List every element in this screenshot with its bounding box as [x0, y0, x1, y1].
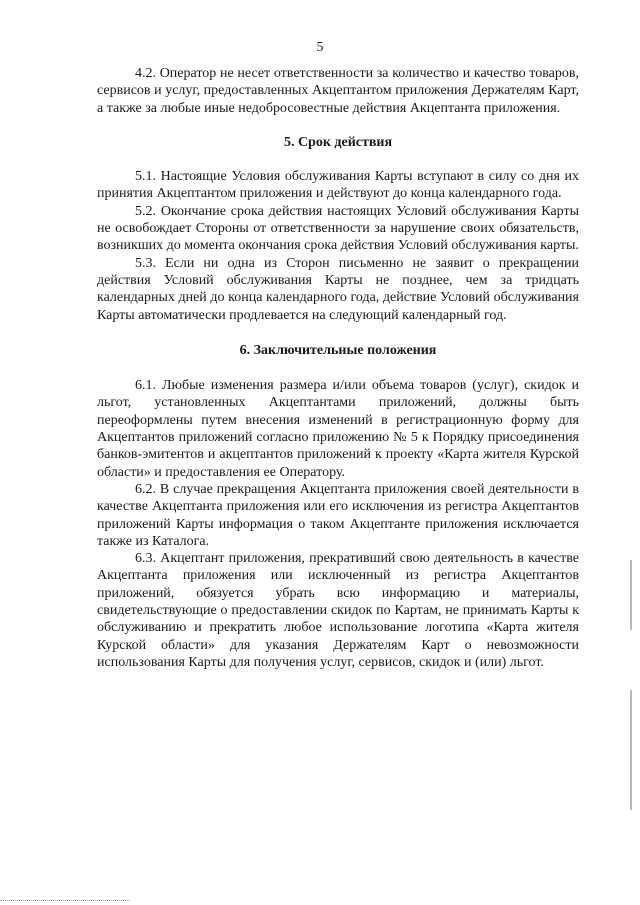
- scan-footer-mark: [0, 900, 130, 902]
- section-6-heading: 6. Заключительные положения: [239, 342, 437, 358]
- section-5-heading: 5. Срок действия: [283, 134, 393, 150]
- page-number: 5: [316, 40, 324, 55]
- scan-edge-mark: [630, 560, 632, 630]
- paragraph-5-3: 5.3. Если ни одна из Сторон письменно не заявит о прекращении действия Условий обслуживания Карты не позднее, чем за тридцать календарных дней до конца календарного года, действие Условий обслуживания Карты автоматически продлевается на следующий календарный год.: [97, 255, 579, 323]
- paragraph-6-1: 6.1. Любые изменения размера и/или объема товаров (услуг), скидок и льгот, установленных Акцептантами приложений, должны быть переоформлены путем внесения изменений в регистрационную форму для Акцептантов приложений согласно приложению № 5 к Порядку присоединения банков-эмитентов и акцептантов приложений к проекту «Карта жителя Курской области» и предоставления ее Оператору.: [97, 378, 579, 480]
- paragraph-5-1: 5.1. Настоящие Условия обслуживания Карты вступают в силу со дня их принятия Акцептантом приложения и действуют до конца календарного года.: [97, 169, 579, 202]
- document-body: [97, 65, 579, 671]
- paragraph-6-3: 6.3. Акцептант приложения, прекративший свою деятельность в качестве Акцептанта приложения или исключенный из регистра Акцептантов приложений, обязуется убрать всю информацию и материалы, свидетельствующие о предоставлении скидок по Картам, не принимать Карты к обслуживанию и прекратить любое использование логотипа «Карта жителя Курской области» для указания Держателям Карт о невозможности использования Карты для получения услуг, сервисов, скидок и (или) льгот.: [97, 551, 579, 670]
- paragraph-5-2: 5.2. Окончание срока действия настоящих Условий обслуживания Карты не освобождает Стороны от ответственности за нарушение своих обязательств, возникших до момента окончания срока действия Условий обслуживания карты.: [97, 203, 579, 254]
- paragraph-6-2: 6.2. В случае прекращения Акцептанта приложения своей деятельности в качестве Акцептанта приложения или его исключения из регистра Акцептантов приложений Карты информация о таком Акцептанте приложения исключается также из Каталога.: [97, 481, 579, 549]
- paragraph-4-2: 4.2. Оператор не несет ответственности за количество и качество товаров, сервисов и услуг, предоставленных Акцептантом приложения Держателям Карт, а также за любые иные недобросовестные действия Акцептанта приложения.: [97, 66, 579, 116]
- scan-edge-mark: [630, 690, 632, 810]
